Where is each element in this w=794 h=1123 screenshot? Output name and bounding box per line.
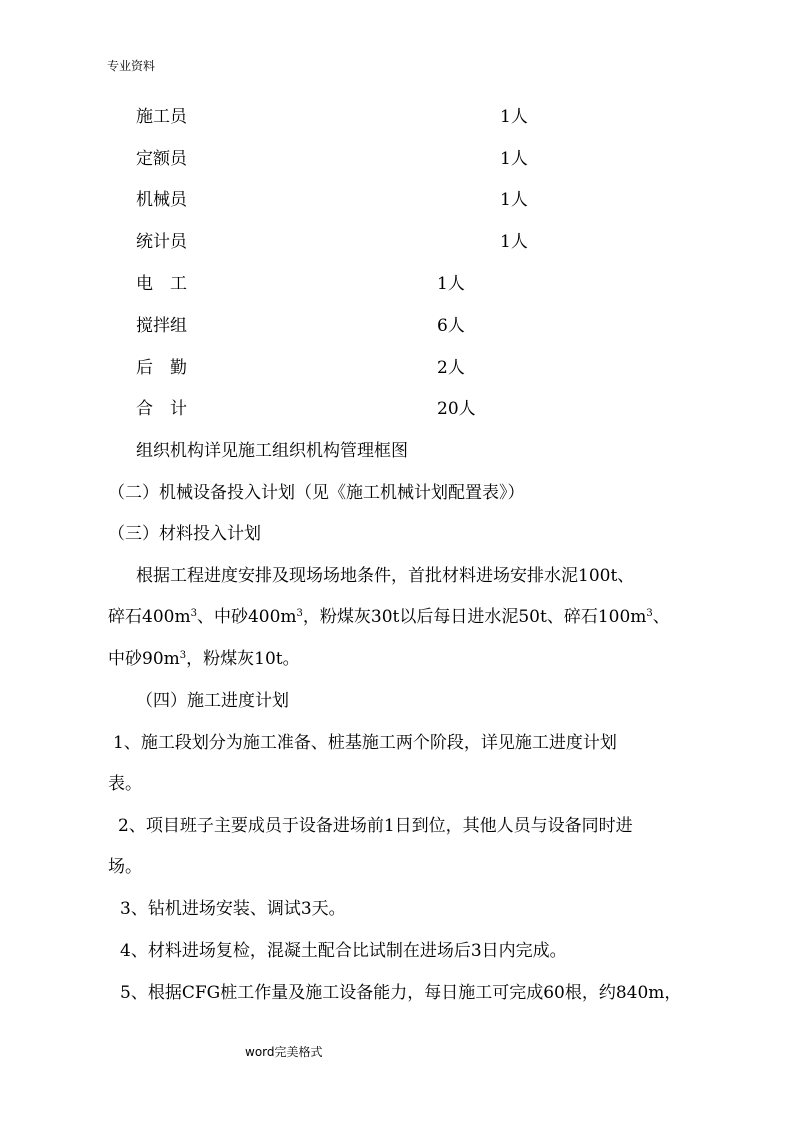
page-header: 专业资料 xyxy=(107,59,156,73)
staff-count: 6人 xyxy=(437,316,465,336)
paragraph-line: 根据工程进度安排及现场场地条件，首批材料进场安排水泥100t、 xyxy=(136,566,635,586)
staff-count: 1人 xyxy=(500,149,528,169)
staff-role: 定额员 xyxy=(136,149,187,169)
list-item: 4、材料进场复检，混凝土配合比试制在进场后3日内完成。 xyxy=(120,941,567,961)
section-heading: （二）机械设备投入计划（见《施工机械计划配置表》） xyxy=(108,483,525,503)
section-heading: （四）施工进度计划 xyxy=(136,691,289,711)
staff-count: 1人 xyxy=(500,232,528,252)
staff-count: 1人 xyxy=(500,190,528,210)
list-item: 1、施工段划分为施工准备、桩基施工两个阶段，详见施工进度计划 xyxy=(113,733,617,753)
list-item: 2、项目班子主要成员于设备进场前1日到位，其他人员与设备同时进 xyxy=(118,816,633,836)
staff-role: 施工员 xyxy=(136,107,187,127)
staff-role: 后勤 xyxy=(136,358,204,378)
staff-role: 搅拌组 xyxy=(136,316,187,336)
page-footer: word完美格式 xyxy=(245,1045,323,1059)
paragraph-line: 碎石$400m^3$、中砂$400m^3$，粉煤灰30t以后每日进水泥50t、碎石$100m^3$、 xyxy=(108,607,670,627)
section-heading: （三）材料投入计划 xyxy=(108,524,261,544)
list-item-continued: 表。 xyxy=(108,774,142,794)
staff-count: 1人 xyxy=(500,107,528,127)
list-item-continued: 场。 xyxy=(108,857,142,877)
list-item: 5、根据CFG桩工作量及施工设备能力，每日施工可完成60根，约840m， xyxy=(120,983,682,1003)
staff-count: 1人 xyxy=(437,274,465,294)
list-item: 3、钻机进场安装、调试3天。 xyxy=(120,899,346,919)
staff-role: 统计员 xyxy=(136,232,187,252)
org-note: 组织机构详见施工组织机构管理框图 xyxy=(136,441,408,461)
staff-count: 20人 xyxy=(437,399,476,419)
staff-role: 机械员 xyxy=(136,190,187,210)
staff-role: 电工 xyxy=(136,274,204,294)
staff-role: 合计 xyxy=(136,399,204,419)
paragraph-line: 中砂$90m^3$，粉煤灰10t。 xyxy=(108,649,300,669)
staff-count: 2人 xyxy=(437,358,465,378)
